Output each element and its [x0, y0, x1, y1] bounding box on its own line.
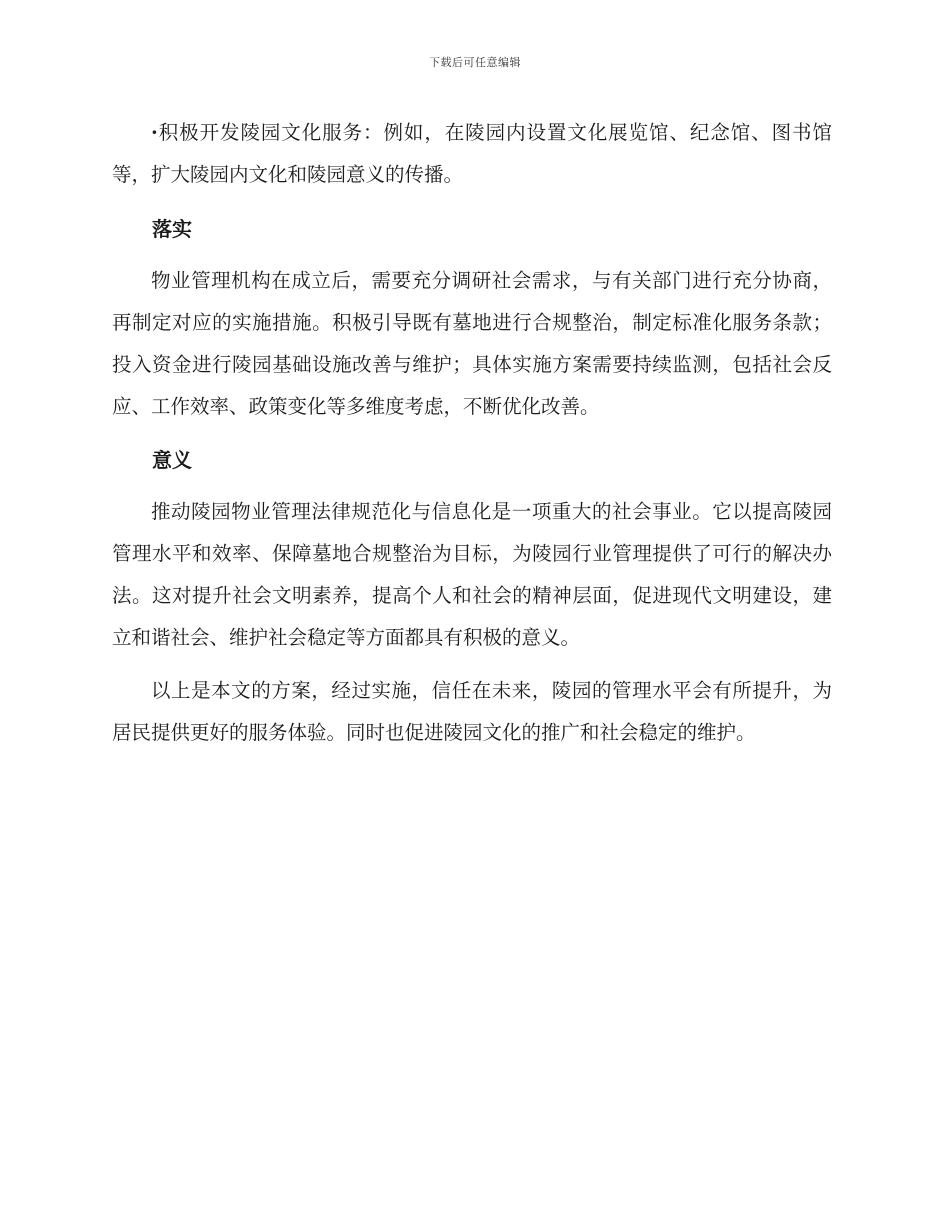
document-body: [112, 112, 832, 765]
intro-bullet-text: 积极开发陵园文化服务：例如，在陵园内设置文化展览馆、纪念馆、图书馆等，扩大陵园内文化和陵园意义的传播。: [112, 121, 832, 186]
section-heading-implementation: 落实: [152, 217, 192, 241]
significance-paragraph: 推动陵园物业管理法律规范化与信息化是一项重大的社会事业。它以提高陵园管理水平和效率、保障墓地合规整治为目标，为陵园行业管理提供了可行的解决办法。这对提升社会文明素养，提高个人和社会的精神层面，促进现代文明建设，建立和谐社会、维护社会稳定等方面都具有积极的意义。: [112, 500, 832, 649]
bullet-marker: ·: [151, 121, 158, 144]
page-header-note: 下载后可任意编辑: [429, 56, 521, 69]
section-heading-significance: 意义: [152, 448, 192, 472]
conclusion-paragraph: 以上是本文的方案，经过实施，信任在未来，陵园的管理水平会有所提升，为居民提供更好的服务体验。同时也促进陵园文化的推广和社会稳定的维护。: [112, 679, 832, 744]
implementation-paragraph: 物业管理机构在成立后，需要充分调研社会需求，与有关部门进行充分协商，再制定对应的实施措施。积极引导既有墓地进行合规整治，制定标准化服务条款；投入资金进行陵园基础设施改善与维护；具体实施方案需要持续监测，包括社会反应、工作效率、政策变化等多维度考虑，不断优化改善。: [112, 269, 832, 418]
intro-bullet-paragraph: [112, 112, 832, 196]
